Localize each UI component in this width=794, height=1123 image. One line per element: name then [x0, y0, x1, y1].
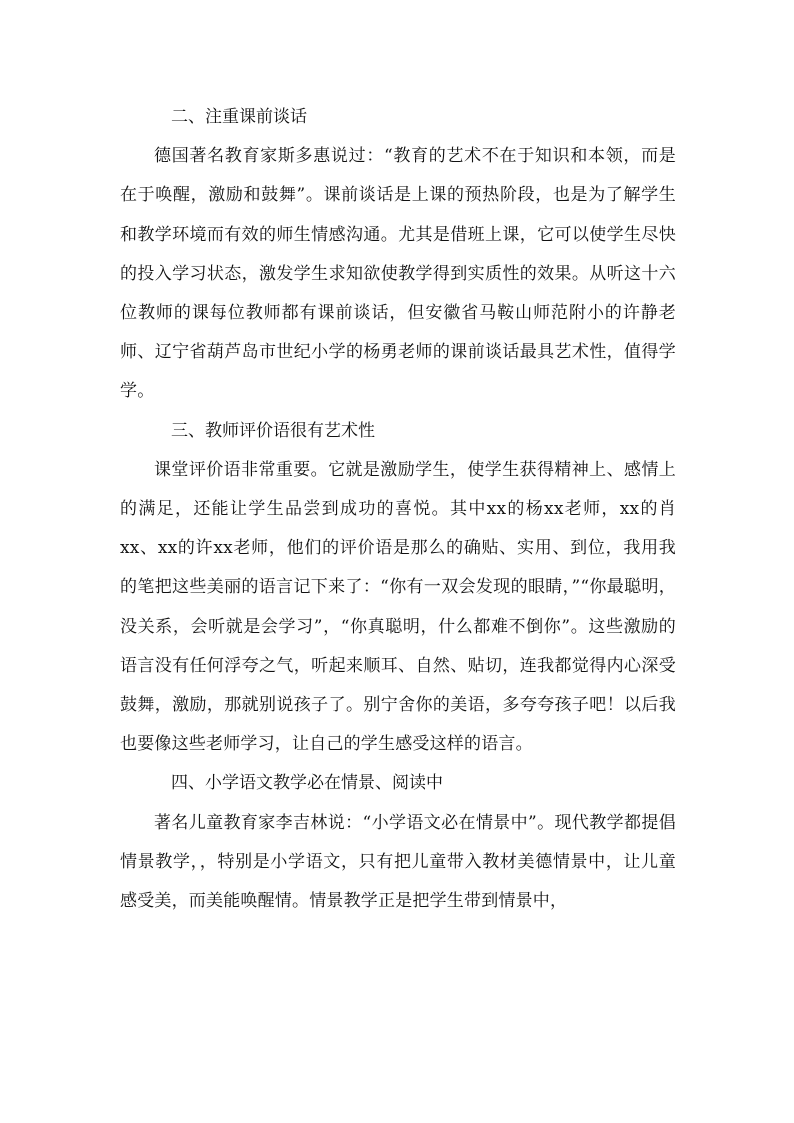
- section-paragraph-2: 德国著名教育家斯多惠说过：“教育的艺术不在于知识和本领，而是在于唤醒，激励和鼓舞”。课前谈话是上课的预热阶段，也是为了解学生和教学环境而有效的师生情感沟通。尤其是借班上课，它可以使学生尽快的投入学习状态，激发学生求知欲使教学得到实质性的效果。从听这十六位教师的课每位教师都有课前谈话，但安徽省马鞍山师范附小的许静老师、辽宁省葫芦岛市世纪小学的杨勇老师的课前谈话最具艺术性，值得学学。: [120, 146, 676, 402]
- section-heading-4: 四、小学语文教学必在情景、阅读中: [171, 773, 443, 794]
- section-heading-2: 二、注重课前谈话: [171, 107, 307, 127]
- document-body: [120, 98, 676, 921]
- section-heading-3: 三、教师评价语很有艺术性: [171, 420, 375, 441]
- section-paragraph-3: 课堂评价语非常重要。它就是激励学生，使学生获得精神上、感情上的满足，还能让学生品尝到成功的喜悦。其中xx的杨xx老师，xx的肖xx、xx的许xx老师，他们的评价语是那么的确贴、实用、到位，我用我的笔把这些美丽的语言记下来了：“你有一双会发现的眼睛，”“你最聪明，没关系，会听就是会学习”，“你真聪明，什么都难不倒你”。这些激励的语言没有任何浮夸之气，听起来顺耳、自然、贴切，连我都觉得内心深受鼓舞，激励，那就别说孩子了。别宁舍你的美语，多夸夸孩子吧！以后我也要像这些老师学习，让自己的学生感受这样的语言。: [120, 459, 676, 755]
- section-paragraph-4: 著名儿童教育家李吉林说：“小学语文必在情景中”。现代教学都提倡情景教学，，特别是小学语文，只有把儿童带入教材美德情景中，让儿童感受美，而美能唤醒情。情景教学正是把学生带到情景中，: [120, 812, 676, 912]
